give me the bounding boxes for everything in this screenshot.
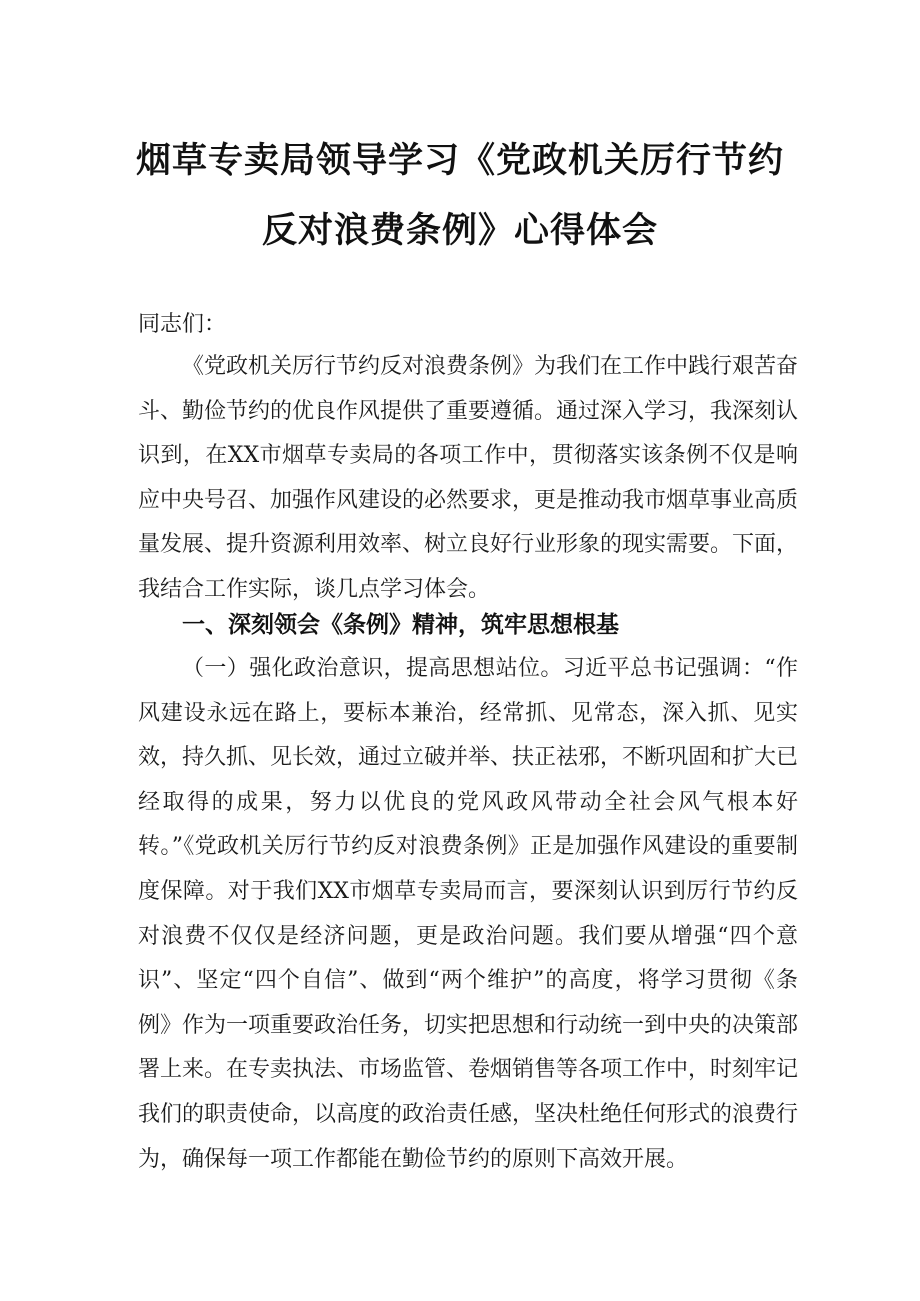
section-1-paragraph-1: （一）强化政治意识，提高思想站位。习近平总书记强调：“作风建设永远在路上，要标本兼治，经常抓、见常态，深入抓、见实效，持久抓、见长效，通过立破并举、扶正祛邪，不断巩固和扩大已经取得的成果，努力以优良的党风政风带动全社会风气根本好转。”《党政机关厉行节约反对浪费条例》正是加强作风建设的重要制度保障。对于我们XX市烟草专卖局而言，要深刻认识到厉行节约反对浪费不仅仅是经济问题，更是政治问题。我们要从增强“四个意识”、坚定“四个自信”、做到“两个维护”的高度，将学习贯彻《条例》作为一项重要政治任务，切实把思想和行动统一到中央的决策部署上来。在专卖执法、市场监管、卷烟销售等各项工作中，时刻牢记我们的职责使命，以高度的政治责任感，坚决杜绝任何形式的浪费行为，确保每一项工作都能在勤俭节约的原则下高效开展。 bbox=[138, 656, 799, 1172]
salutation: 同志们： bbox=[138, 312, 227, 337]
document-title-line-2: 反对浪费条例》心得体会 bbox=[261, 211, 658, 251]
intro-paragraph-block bbox=[138, 345, 798, 613]
document-title-line-1: 烟草专卖局领导学习《党政机关厉行节约 bbox=[135, 141, 784, 181]
section-1-paragraph-block bbox=[138, 647, 798, 1182]
section-1-heading: 一、深刻领会《条例》精神，筑牢思想根基 bbox=[182, 612, 619, 638]
intro-paragraph: 《党政机关厉行节约反对浪费条例》为我们在工作中践行艰苦奋斗、勤俭节约的优良作风提供了重要遵循。通过深入学习，我深刻认识到，在XX市烟草专卖局的各项工作中，贯彻落实该条例不仅是响应中央号召、加强作风建设的必然要求，更是推动我市烟草事业高质量发展、提升资源利用效率、树立良好行业形象的现实需要。下面，我结合工作实际，谈几点学习体会。 bbox=[138, 354, 799, 602]
